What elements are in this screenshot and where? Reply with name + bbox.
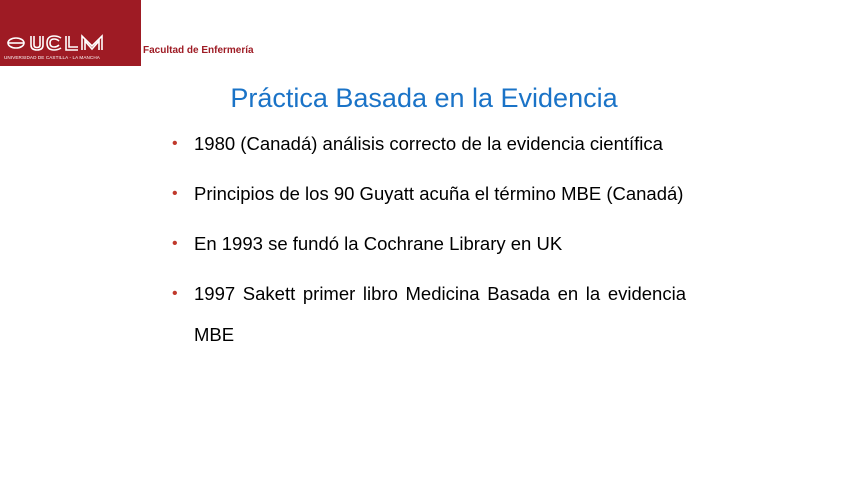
bullet-marker: • [172, 285, 178, 302]
bullet-item [170, 273, 686, 355]
uclm-logo-mark [6, 33, 134, 53]
bullet-marker: • [172, 185, 178, 202]
uclm-logo [0, 0, 141, 66]
bullet-text: En 1993 se fundó la Cochrane Library en UK [194, 233, 563, 254]
bullet-text: 1980 (Canadá) análisis correcto de la evidencia científica [194, 133, 663, 154]
bullet-marker: • [172, 135, 178, 152]
bullet-text: Principios de los 90 Guyatt acuña el término MBE (Canadá) [194, 183, 684, 204]
slide-title: Práctica Basada en la Evidencia [230, 83, 618, 113]
logo-subtitle: UNIVERSIDAD DE CASTILLA - LA MANCHA [4, 55, 100, 60]
bullet-text: 1997 Sakett primer libro Medicina Basada en la evidencia MBE [194, 283, 686, 345]
bullet-marker: • [172, 235, 178, 252]
bullet-item [170, 223, 686, 264]
bullet-list [170, 123, 686, 364]
bullet-item [170, 173, 686, 214]
faculty-label: Facultad de Enfermería [143, 45, 254, 56]
bullet-item [170, 123, 686, 164]
